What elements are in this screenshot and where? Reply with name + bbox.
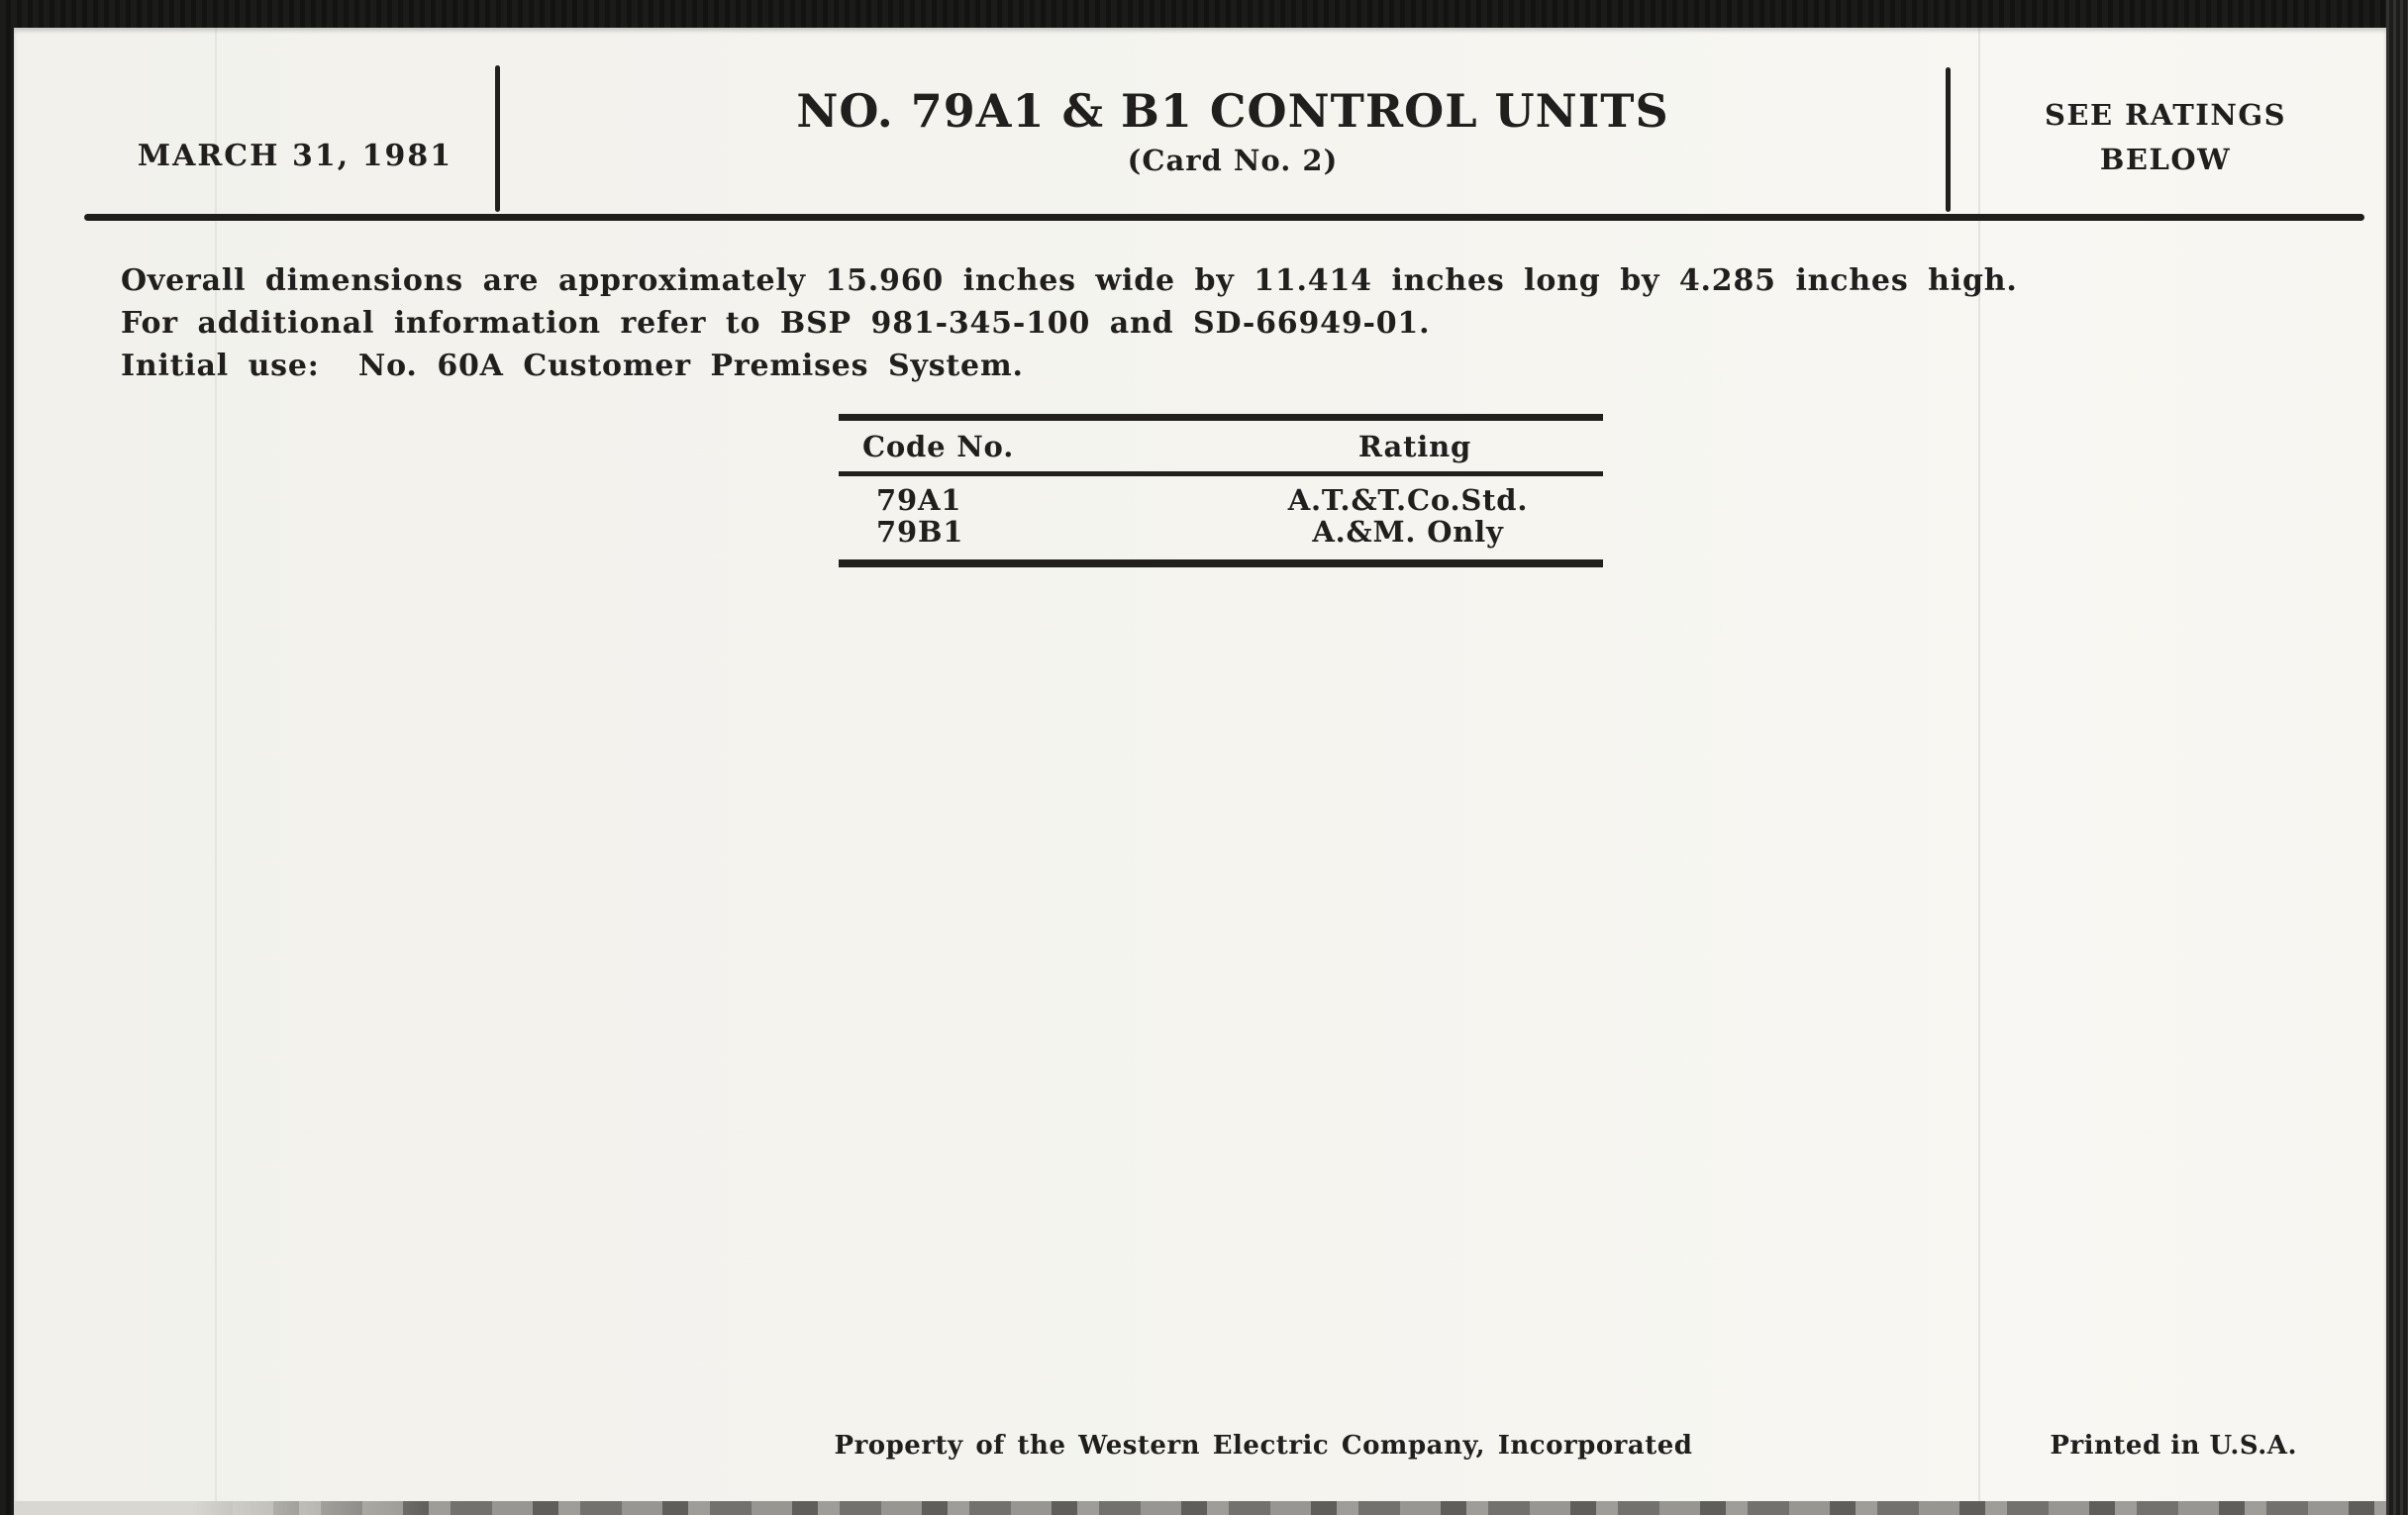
header-title-block — [767, 85, 1698, 178]
initial-use-line: Initial use: No. 60A Customer Premises System. — [121, 349, 1024, 383]
page-title: NO. 79A1 & B1 CONTROL UNITS — [796, 84, 1669, 138]
table-header-row — [839, 421, 1603, 476]
card-number-subtitle: (Card No. 2) — [1127, 144, 1339, 177]
footer-printed-in-usa: Printed in U.S.A. — [2050, 1431, 2297, 1461]
rating-cell: A.T.&T.Co.Std. — [1287, 483, 1529, 517]
ratings-table — [839, 414, 1603, 567]
ratings-note — [2007, 93, 2324, 182]
body-paragraph — [121, 259, 2018, 387]
scan-edge-bottom — [14, 1501, 2386, 1515]
scan-crease-right — [1978, 28, 1980, 1501]
code-cell: 79A1 — [876, 483, 962, 517]
additional-info-line: For additional information refer to BSP 981-345-100 and SD-66949-01. — [121, 306, 1431, 341]
ratings-note-line2: BELOW — [2099, 143, 2232, 176]
table-row — [839, 516, 1603, 548]
scan-edge-right — [2386, 0, 2408, 1515]
column-header-rating: Rating — [1357, 429, 1472, 463]
ratings-note-line1: SEE RATINGS — [2044, 98, 2287, 132]
header-rule — [84, 214, 2364, 221]
table-row — [839, 484, 1603, 516]
footer-property-notice: Property of the Western Electric Company, Incorporated — [834, 1431, 1693, 1461]
dimensions-line: Overall dimensions are approximately 15.960 inches wide by 11.414 inches long by 4.285 inches high. — [121, 263, 2018, 298]
header-date: MARCH 31, 1981 — [137, 139, 453, 173]
record-card — [14, 28, 2386, 1501]
code-cell: 79B1 — [876, 515, 964, 549]
table-body — [839, 476, 1603, 559]
rating-cell: A.&M. Only — [1312, 515, 1504, 549]
column-header-code-no: Code No. — [862, 429, 1015, 463]
header-divider-right — [1946, 67, 1951, 212]
header-divider-left — [495, 65, 500, 212]
scan-crease-left — [215, 28, 217, 1501]
